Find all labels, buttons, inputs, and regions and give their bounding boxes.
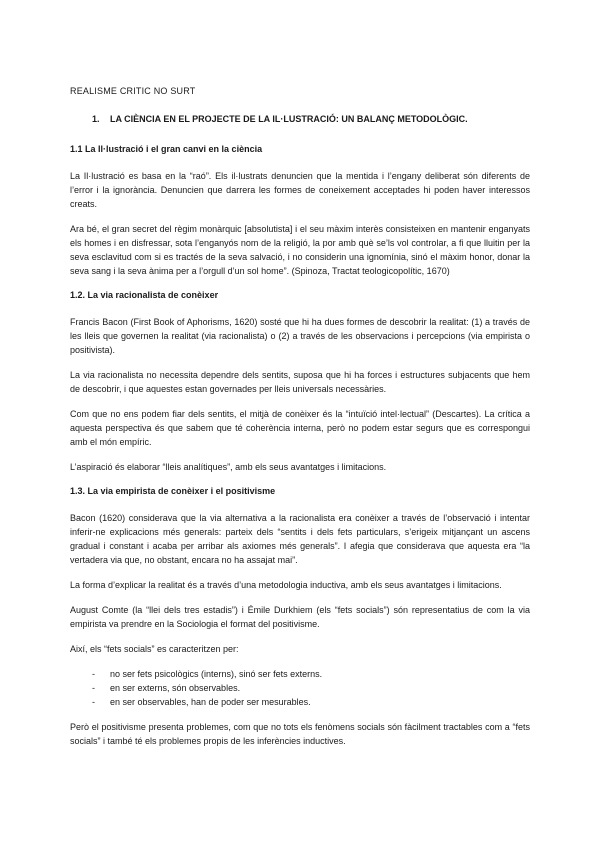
main-heading-text: LA CIÈNCIA EN EL PROJECTE DE LA IL·LUSTRACIÓ: UN BALANÇ METODOLÒGIC. xyxy=(110,114,468,124)
section-1-1 xyxy=(70,143,530,278)
paragraph: Així, els “fets socials” es caracteritzen per: xyxy=(70,644,239,654)
paragraph: Ara bé, el gran secret del règim monàrquic [absolutista] i el seu màxim interès consisteixen en mantenir enganyats els homes i en disfressar, sota l’enganyós nom de la religió, la por amb què se’ls vol controlar, a fi que lluitin per la seva esclavitud com si es tractés de la seva salvació, i no considerin una ignomínia, sinó el màxim honor, donar la seva sang i la seva ànima per a l’orgull d’un sol home”. (Spinoza, Tractat teologicopolític, 1670) xyxy=(70,224,530,276)
paragraph: August Comte (la “llei dels tres estadis”) i Émile Durkhiem (els “fets socials”) són representatius de com la via empirista va prendre en la Sociologia el format del positivisme. xyxy=(70,605,530,629)
section-1-2 xyxy=(70,289,530,474)
section-1-3 xyxy=(70,485,530,748)
list-item-text: en ser observables, han de poder ser mesurables. xyxy=(110,697,311,707)
main-heading-number: 1. xyxy=(92,114,100,124)
list-item xyxy=(92,695,530,709)
list-item-text: no ser fets psicològics (interns), sinó ser fets externs. xyxy=(110,669,323,679)
paragraph: Bacon (1620) considerava que la via alternativa a la racionalista era conèixer a través de l’observació i intentar inferir-ne explicacions més generals: parteix dels “sentits i dels fets particulars, s’erigeix mitjançant un ascens gradual i constant i acaba per arribar als axiomes més generals”. I afegia que considerava que aquesta era “la vertadera via que, no obstant, encara no ha assajat mai”. xyxy=(70,513,530,565)
bullet-list xyxy=(70,667,530,709)
paragraph: La Il·lustració es basa en la “raó”. Els il·lustrats denuncien que la mentida i l’engany deliberat són diferents de l’error i la ignorància. Denuncien que darrera les formes de coneixement acceptades hi poden haver interessos creats. xyxy=(70,171,530,209)
paragraph: L’aspiració és elaborar “lleis analítiques”, amb els seus avantatges i limitacions. xyxy=(70,462,387,472)
section-heading: 1.2. La via racionalista de conèixer xyxy=(70,290,219,300)
paragraph: La via racionalista no necessita dependre dels sentits, suposa que hi ha forces i estructures subjacents que hem de descobrir, i que aquestes estan governades per lleis universals necessàries. xyxy=(70,370,530,394)
section-heading: 1.1 La Il·lustració i el gran canvi en la ciència xyxy=(70,144,263,154)
list-item-text: en ser externs, són observables. xyxy=(110,683,241,693)
bullet-marker: - xyxy=(92,669,95,679)
paragraph: Però el positivisme presenta problemes, com que no tots els fenòmens socials són fàcilment tractables com a “fets socials” i també té els problemes propis de les inferències inductives. xyxy=(70,722,530,746)
bullet-marker: - xyxy=(92,683,95,693)
section-heading: 1.3. La via empirista de conèixer i el positivisme xyxy=(70,486,276,496)
paragraph: Francis Bacon (First Book of Aphorisms, 1620) sosté que hi ha dues formes de descobrir la realitat: (1) a través de les lleis que governen la realitat (via racionalista) o (2) a través de les observacions i percepcions (via empirista o positivista). xyxy=(70,317,530,355)
paragraph: Com que no ens podem fiar dels sentits, el mitjà de conèixer és la “intuïció intel·lectual” (Descartes). La crítica a aquesta perspectiva és que sabem que té coherència interna, però no podem estar segurs que es correspongui amb el món empíric. xyxy=(70,409,530,447)
paragraph: La forma d’explicar la realitat és a través d’una metodologia inductiva, amb els seus avantatges i limitacions. xyxy=(70,580,502,590)
bullet-marker: - xyxy=(92,697,95,707)
document-title: REALISME CRITIC NO SURT xyxy=(70,86,196,96)
main-heading xyxy=(70,113,530,125)
list-item xyxy=(92,667,530,681)
list-item xyxy=(92,681,530,695)
